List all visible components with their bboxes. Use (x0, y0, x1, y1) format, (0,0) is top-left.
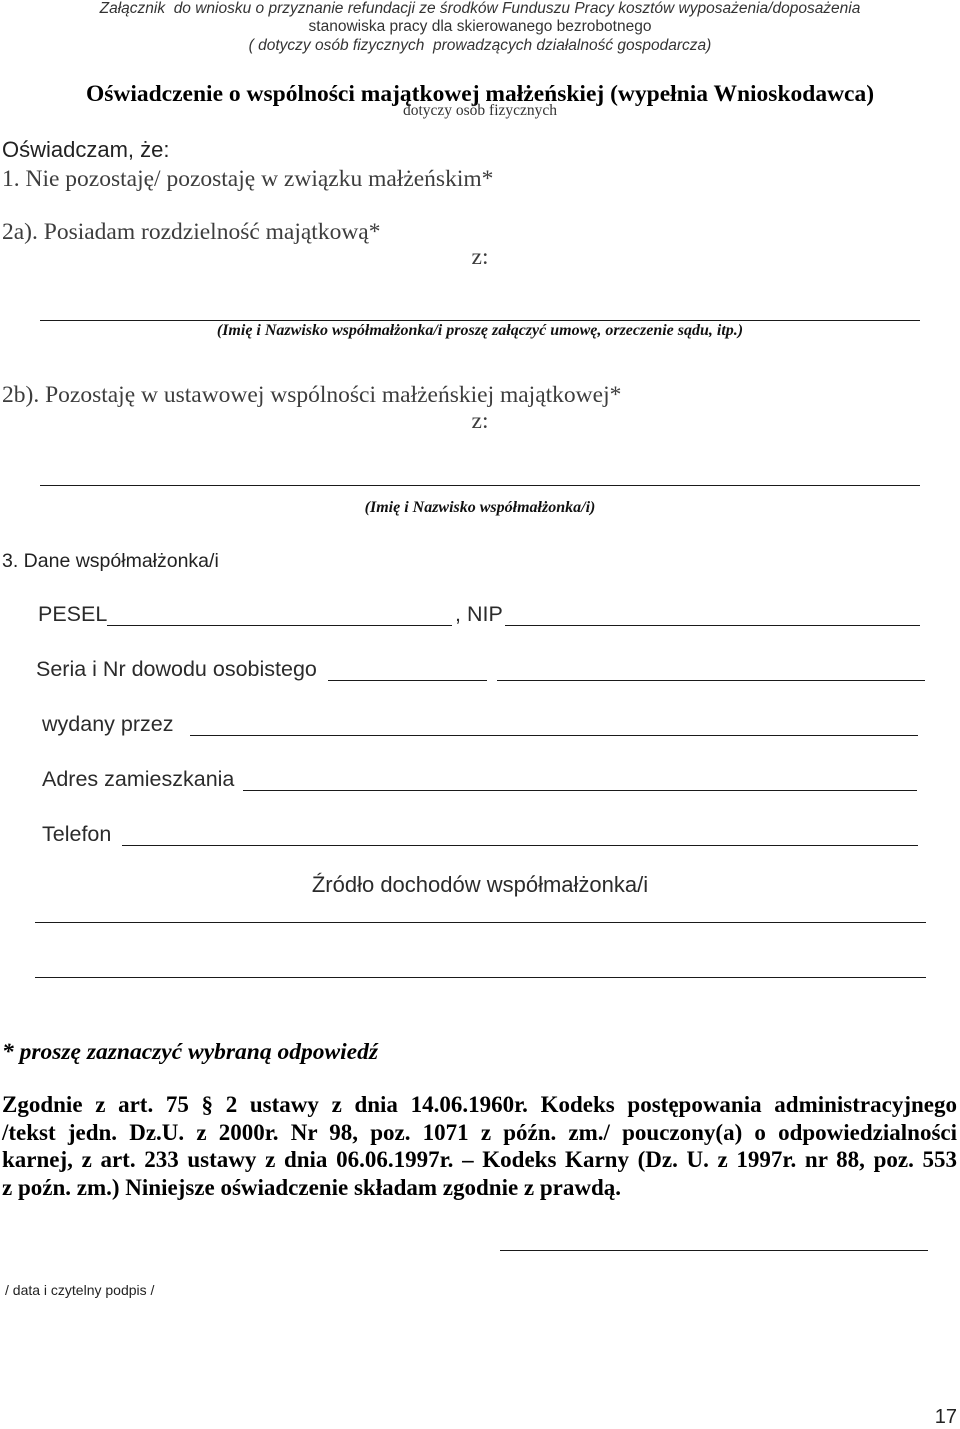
income-source-label: Źródło dochodów współmałżonka/i (311, 872, 649, 897)
issued-by-label: wydany przez (42, 712, 174, 736)
declaration-item-1: 1. Nie pozostaję/ pozostaję w związku małżeńskim* (2, 166, 494, 192)
header-line-2: stanowiska pracy dla skierowanego bezrobotnego (308, 18, 652, 35)
header-line-1: Załącznik do wniosku o przyznanie refundacji ze środków Funduszu Pracy kosztów wyposażenia/doposażenia (99, 0, 861, 17)
declaration-item-2b: 2b). Pozostaję w ustawowej wspólności małżeńskiej majątkowej* (2, 382, 622, 408)
spouse-section-heading: 3. Dane współmałżonka/i (2, 550, 219, 572)
item-2a-hint: (Imię i Nazwisko współmałżonka/i proszę załączyć umowę, orzeczenie sądu, itp.) (216, 322, 744, 339)
footnote: * proszę zaznaczyć wybraną odpowiedź (2, 1039, 379, 1065)
income-source-blank-2 (35, 977, 926, 978)
legal-text-line: karnej, z art. 233 ustawy z dnia 06.06.1997r. – Kodeks Karny (Dz. U. z 1997r. nr 88, poz. 553 (2, 1147, 957, 1172)
page-number: 17 (934, 1406, 957, 1428)
item-2b-hint: (Imię i Nazwisko współmałżonka/i) (364, 499, 596, 516)
declaration-item-2a: 2a). Posiadam rozdzielność majątkową* (2, 219, 381, 245)
signature-blank (500, 1250, 928, 1251)
id-card-number-blank (497, 680, 925, 681)
pesel-label: PESEL (38, 602, 108, 626)
item-2b-with-label: z: (471, 408, 489, 434)
nip-blank (505, 625, 920, 626)
phone-label: Telefon (42, 822, 112, 846)
signature-label: / data i czytelny podpis / (5, 1282, 155, 1298)
legal-text-line: z poźn. zm.) Niniejsze oświadczenie składam zgodnie z prawdą. (2, 1174, 622, 1200)
phone-blank (122, 845, 918, 846)
pesel-blank (107, 625, 452, 626)
declaration-intro: Oświadczam, że: (2, 137, 170, 162)
document-title: Oświadczenie o wspólności majątkowej małżeńskiej (wypełnia Wnioskodawca) (85, 81, 875, 107)
legal-text-line: /tekst jedn. Dz.U. z 2000r. Nr 98, poz. 1071 z późn. zm./ pouczony(a) o odpowiedzialności (2, 1119, 957, 1145)
document-subtitle: dotyczy osób fizycznych (402, 102, 558, 119)
item-2b-spouse-name-blank (40, 485, 920, 486)
legal-text-line: Zgodnie z art. 75 § 2 ustawy z dnia 14.06.1960r. Kodeks postępowania administracyjnego (2, 1092, 957, 1117)
nip-label: , NIP (455, 602, 503, 626)
address-blank (243, 790, 917, 791)
id-card-series-blank (328, 680, 487, 681)
income-source-blank-1 (35, 922, 926, 923)
id-card-label: Seria i Nr dowodu osobistego (36, 657, 317, 681)
address-label: Adres zamieszkania (42, 767, 235, 791)
issued-by-blank (190, 735, 918, 736)
item-2a-with-label: z: (471, 244, 489, 270)
header-line-3: ( dotyczy osób fizycznych prowadzących działalność gospodarcza) (248, 37, 712, 54)
